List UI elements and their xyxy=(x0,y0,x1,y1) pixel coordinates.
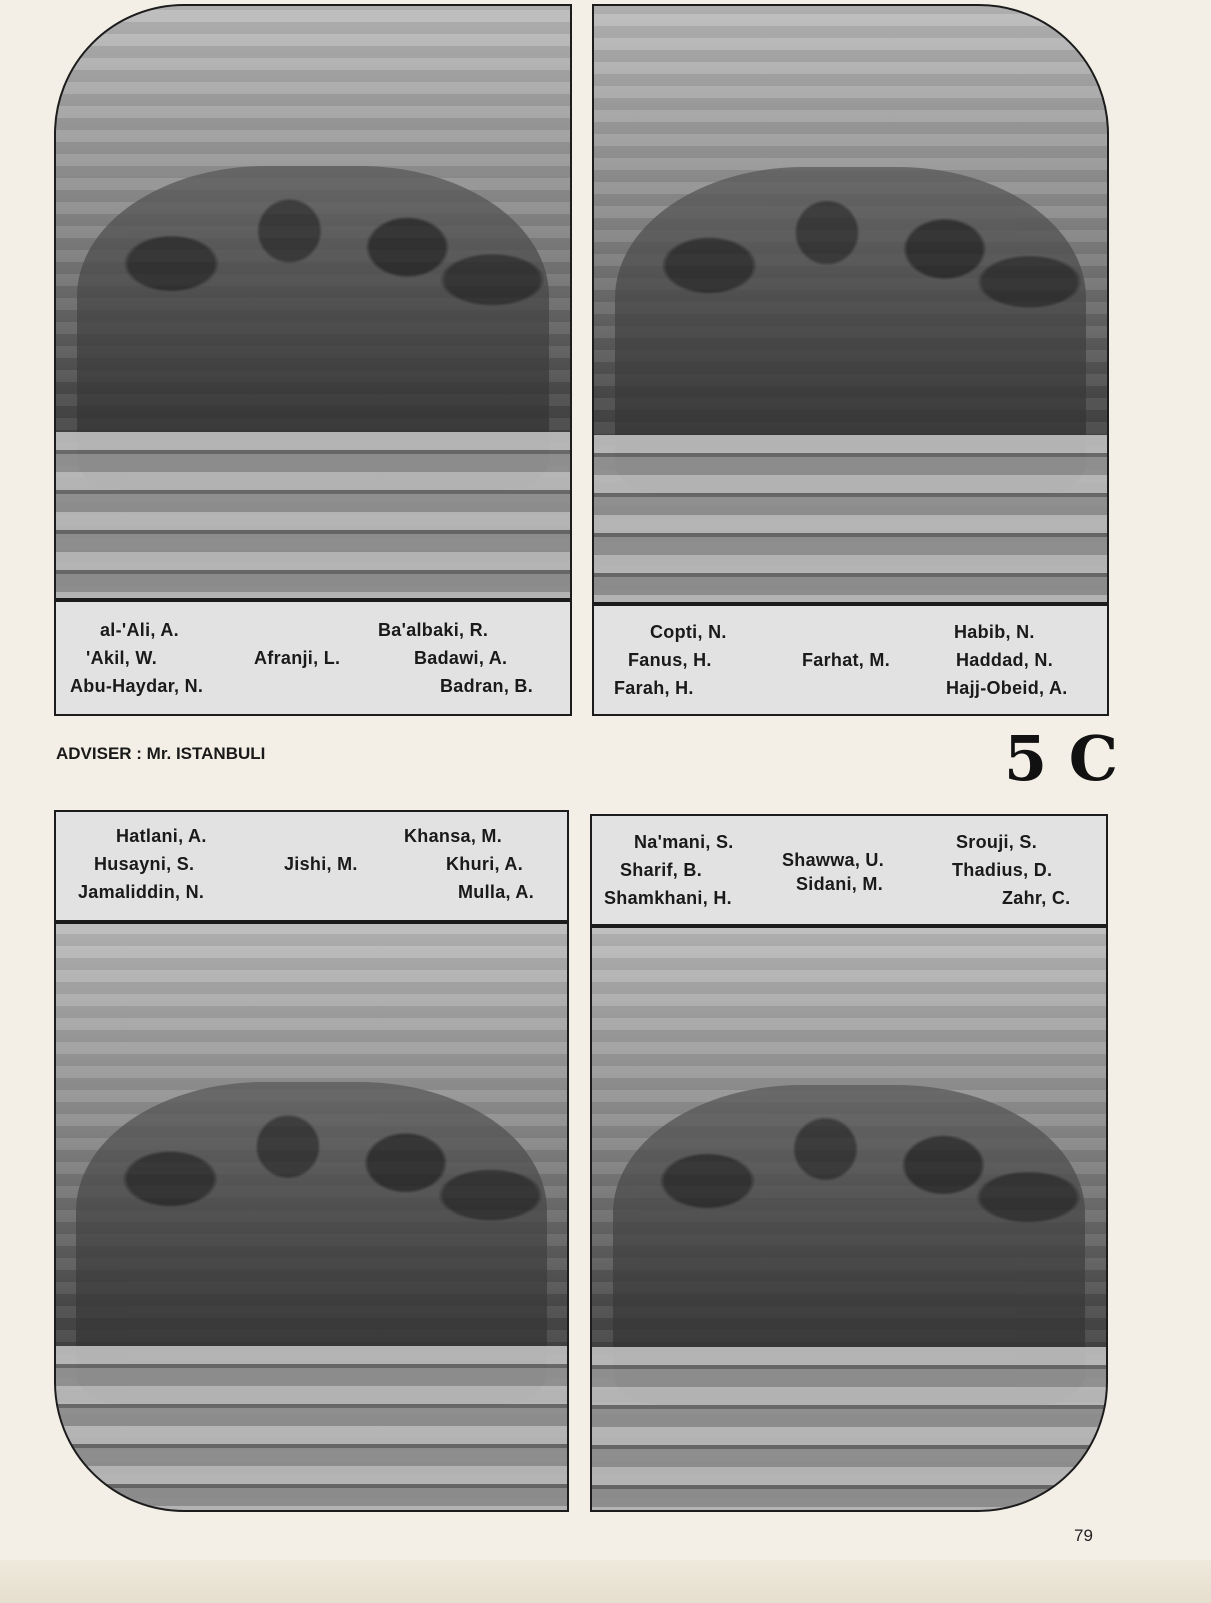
student-name: Fanus, H. xyxy=(628,650,712,670)
adviser-label: ADVISER : Mr. ISTANBULI xyxy=(56,744,266,763)
student-name: Sidani, M. xyxy=(796,874,884,894)
student-name: Shamkhani, H. xyxy=(604,888,732,908)
student-name: Khuri, A. xyxy=(446,854,524,874)
student-name: Srouji, S. xyxy=(956,832,1038,852)
student-name: Badawi, A. xyxy=(414,648,508,668)
student-name: al-'Ali, A. xyxy=(100,620,179,640)
stairs xyxy=(594,435,1107,602)
student-name: Thadius, D. xyxy=(952,860,1053,880)
student-name: Hajj-Obeid, A. xyxy=(946,678,1068,698)
stairs xyxy=(56,432,570,598)
class-photo-bottom-right xyxy=(590,926,1108,1512)
student-name: Ba'albaki, R. xyxy=(378,620,489,640)
student-name: Afranji, L. xyxy=(254,648,341,668)
class-photo-top-right xyxy=(592,4,1109,604)
section-mark: 5 C xyxy=(1004,722,1119,795)
caption-bottom-right xyxy=(590,814,1108,926)
caption-top-left xyxy=(54,600,572,716)
student-name: Haddad, N. xyxy=(956,650,1054,670)
student-name: Farah, H. xyxy=(614,678,694,698)
class-photo-top-left xyxy=(54,4,572,600)
student-name: Mulla, A. xyxy=(458,882,535,902)
class-photo-bottom-left xyxy=(54,922,569,1512)
student-name: Jamaliddin, N. xyxy=(78,882,205,902)
stairs xyxy=(592,1347,1106,1510)
student-name: Shawwa, U. xyxy=(782,850,885,870)
student-name: Hatlani, A. xyxy=(116,826,207,846)
student-name: Sharif, B. xyxy=(620,860,703,880)
student-name: 'Akil, W. xyxy=(86,648,157,668)
student-name: Jishi, M. xyxy=(284,854,358,874)
student-name: Khansa, M. xyxy=(404,826,503,846)
student-name: Abu-Haydar, N. xyxy=(70,676,204,696)
student-name: Badran, B. xyxy=(440,676,534,696)
student-name: Na'mani, S. xyxy=(634,832,734,852)
student-name: Husayni, S. xyxy=(94,854,195,874)
page-fold xyxy=(0,1560,1211,1603)
caption-top-right xyxy=(592,604,1109,716)
student-name: Farhat, M. xyxy=(802,650,891,670)
caption-bottom-left xyxy=(54,810,569,922)
student-name: Zahr, C. xyxy=(1002,888,1071,908)
page-number: 79 xyxy=(1074,1526,1093,1545)
student-name: Copti, N. xyxy=(650,622,727,642)
stairs xyxy=(56,1346,567,1510)
student-name: Habib, N. xyxy=(954,622,1035,642)
